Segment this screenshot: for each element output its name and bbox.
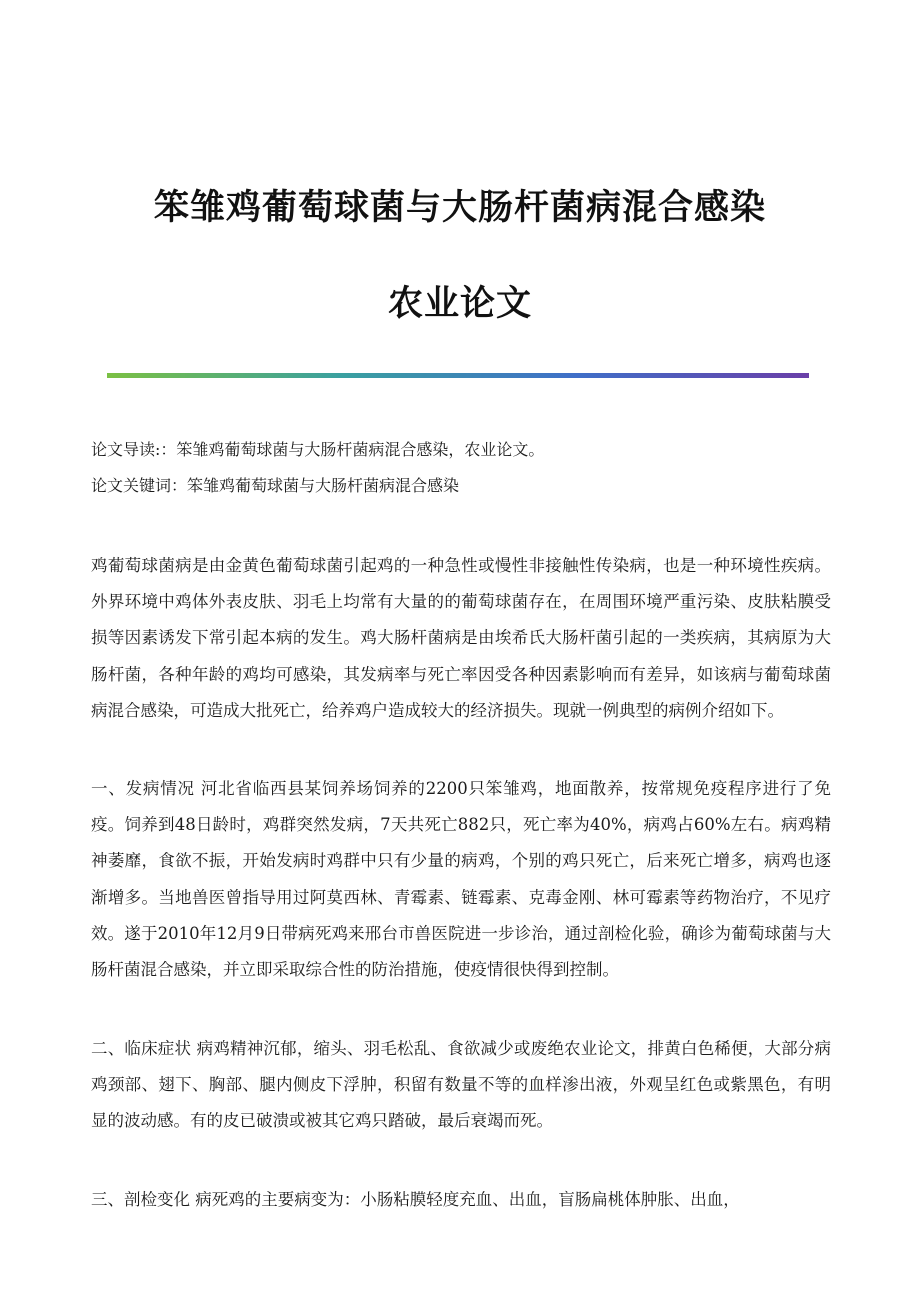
- body-paragraph: 三、剖检变化 病死鸡的主要病变为：小肠粘膜轻度充血、出血，盲肠扁桃体肿胀、出血，: [91, 1190, 740, 1209]
- paper-keywords: 论文关键词：笨雏鸡葡萄球菌与大肠杆菌病混合感染: [91, 476, 460, 495]
- document-title-line-1: 笨雏鸡葡萄球菌与大肠杆菌病混合感染: [153, 188, 766, 228]
- body-paragraph: 一、发病情况 河北省临西县某饲养场饲养的2200只笨雏鸡，地面散养，按常规免疫程序进行了免疫。饲养到48日龄时，鸡群突然发病，7天共死亡882只，死亡率为40%，病鸡占60%左右。病鸡精神萎靡，食欲不振，开始发病时鸡群中只有少量的病鸡，个别的鸡只死亡，后来死亡增多，病鸡也逐渐增多。当地兽医曾指导用过阿莫西林、青霉素、链霉素、克毒金刚、林可霉素等药物治疗，不见疗效。遂于2010年12月9日带病死鸡来邢台市兽医院进一步诊治，通过剖检化验，确诊为葡萄球菌与大肠杆菌混合感染，并立即采取综合性的防治措施，使疫情很快得到控制。: [91, 779, 831, 980]
- document-title-line-2: 农业论文: [387, 284, 532, 324]
- body-paragraph: 鸡葡萄球菌病是由金黄色葡萄球菌引起鸡的一种急性或慢性非接触性传染病，也是一种环境性疾病。外界环境中鸡体外表皮肤、羽毛上均常有大量的的葡萄球菌存在，在周围环境严重污染、皮肤粘膜受损等因素诱发下常引起本病的发生。鸡大肠杆菌病是由埃希氏大肠杆菌引起的一类疾病，其病原为大肠杆菌，各种年龄的鸡均可感染，其发病率与死亡率因受各种因素影响而有差异，如该病与葡萄球菌病混合感染，可造成大批死亡，给养鸡户造成较大的经济损失。现就一例典型的病例介绍如下。: [91, 556, 831, 720]
- paper-intro: 论文导读:：笨雏鸡葡萄球菌与大肠杆菌病混合感染，农业论文。: [91, 440, 545, 459]
- title-divider: [107, 373, 809, 378]
- body-paragraph: 二、临床症状 病鸡精神沉郁，缩头、羽毛松乱、食欲减少或废绝农业论文，排黄白色稀便，大部分病鸡颈部、翅下、胸部、腿内侧皮下浮肿，积留有数量不等的血样渗出液，外观呈红色或紫黑色，有明显的波动感。有的皮已破溃或被其它鸡只踏破，最后衰竭而死。: [91, 1039, 831, 1131]
